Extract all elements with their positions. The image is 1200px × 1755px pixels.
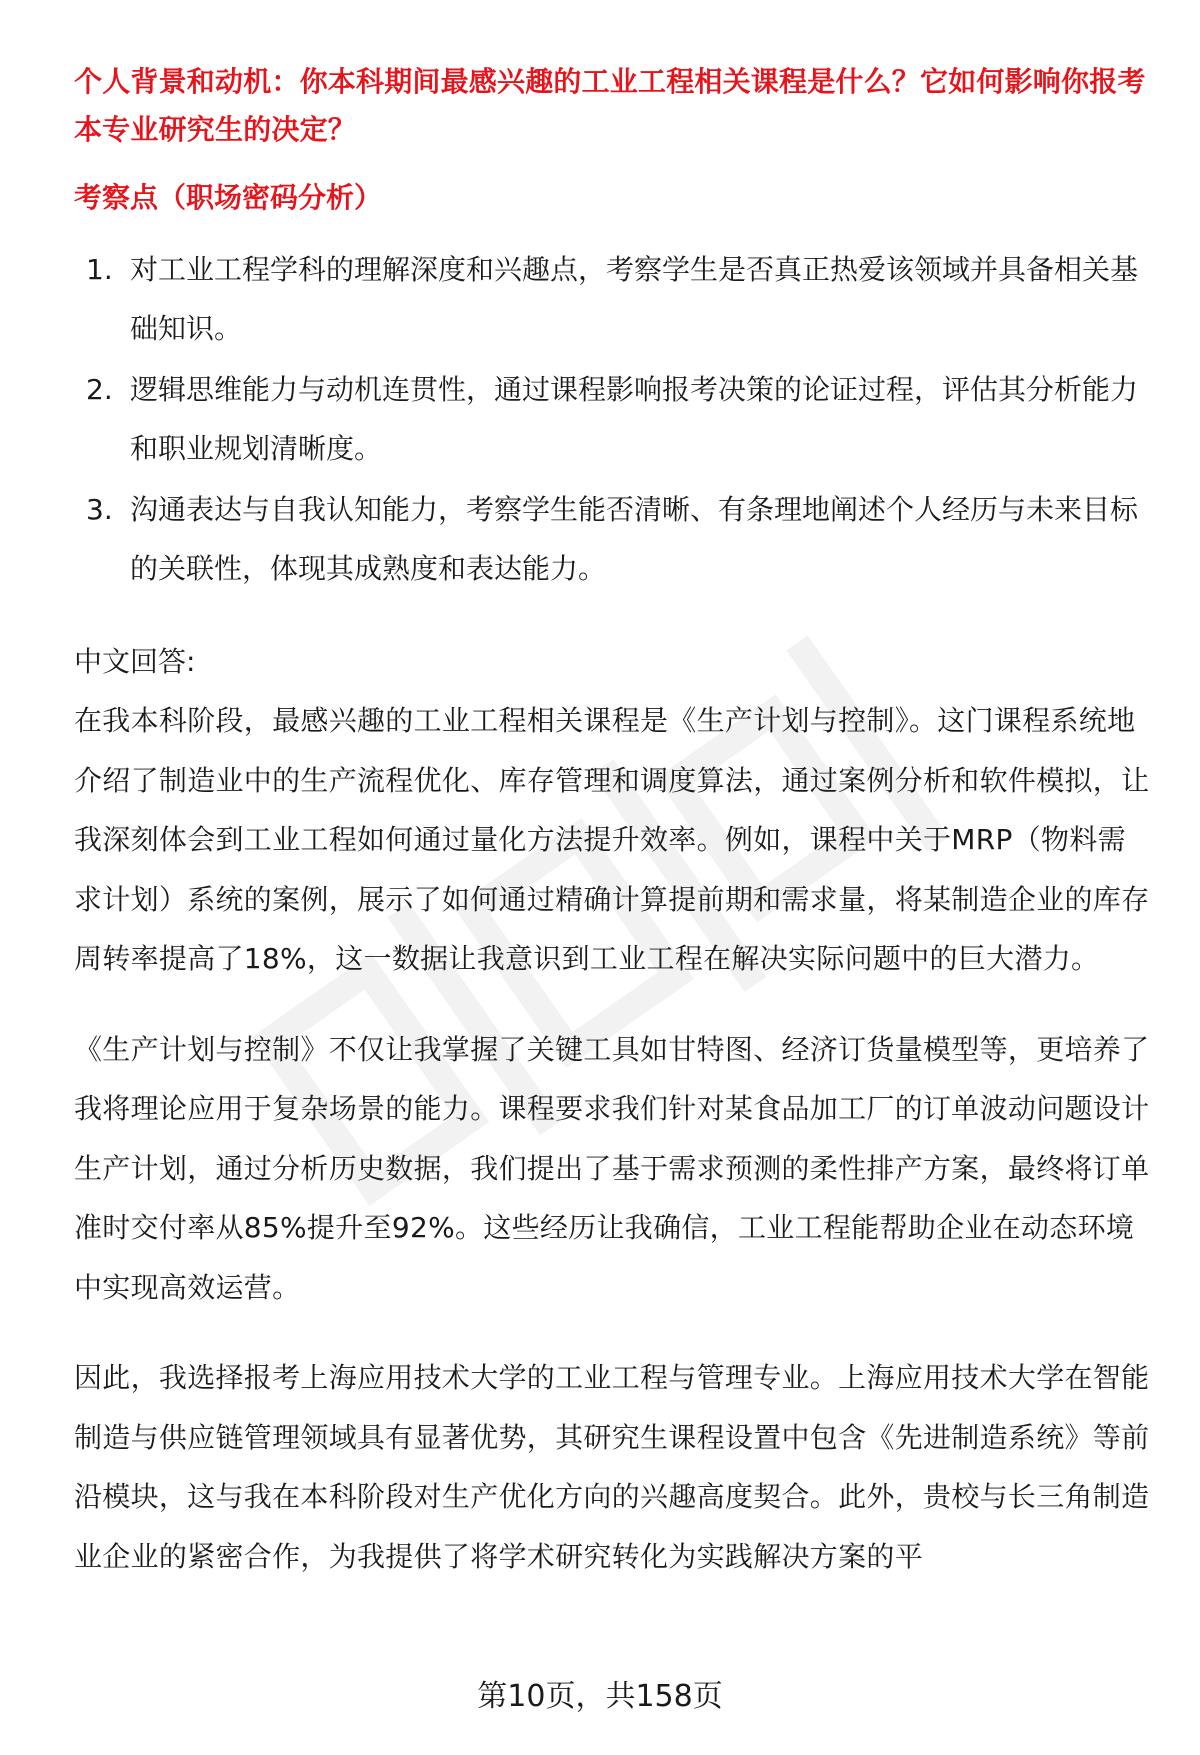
answer-paragraph: 《生产计划与控制》不仅让我掌握了关键工具如甘特图、经济订货量模型等，更培养了我将理论应用于复杂场景的能力。课程要求我们针对某食品加工厂的订单波动问题设计生产计划，通过分析历史数据，我们提出了基于需求预测的柔性排产方案，最终将订单准时交付率从85%提升至92%。这些经历让我确信，工业工程能帮助企业在动态环境中实现高效运营。 xyxy=(74,1032,1150,1304)
assessment-point xyxy=(74,240,1154,358)
assessment-point xyxy=(74,360,1154,478)
point-number: 3. xyxy=(86,493,113,526)
point-text: 沟通表达与自我认知能力，考察学生能否清晰、有条理地阐述个人经历与未来目标的关联性，体现其成熟度和表达能力。 xyxy=(130,493,1139,585)
answer-paragraph: 在我本科阶段，最感兴趣的工业工程相关课程是《生产计划与控制》。这门课程系统地介绍了制造业中的生产流程优化、库存管理和调度算法，通过案例分析和软件模拟，让我深刻体会到工业工程如何通过量化方法提升效率。例如，课程中关于MRP（物料需求计划）系统的案例，展示了如何通过精确计算提前期和需求量，将某制造企业的库存周转率提高了18%，这一数据让我意识到工业工程在解决实际问题中的巨大潜力。 xyxy=(74,704,1150,975)
document-page xyxy=(74,58,1154,1586)
answer-paragraph: 因此，我选择报考上海应用技术大学的工业工程与管理专业。上海应用技术大学在智能制造与供应链管理领域具有显著优势，其研究生课程设置中包含《先进制造系统》等前沿模块，这与我在本科阶段对生产优化方向的兴趣高度契合。此外，贵校与长三角制造业企业的紧密合作，为我提供了将学术研究转化为实践解决方案的平 xyxy=(74,1361,1150,1573)
point-number: 1. xyxy=(86,253,113,286)
assessment-point xyxy=(74,480,1154,598)
question-title: 个人背景和动机：你本科期间最感兴趣的工业工程相关课程是什么？它如何影响你报考本专业研究生的决定？ xyxy=(74,65,1146,146)
point-text: 逻辑思维能力与动机连贯性，通过课程影响报考决策的论证过程，评估其分析能力和职业规划清晰度。 xyxy=(130,373,1139,465)
assessment-heading: 考察点（职场密码分析） xyxy=(74,181,383,214)
assessment-points-list xyxy=(74,240,1154,598)
point-number: 2. xyxy=(86,373,113,406)
answer-label: 中文回答: xyxy=(74,645,196,678)
page-number-footer: 第10页，共158页 xyxy=(477,1679,723,1714)
point-text: 对工业工程学科的理解深度和兴趣点，考察学生是否真正热爱该领域并具备相关基础知识。 xyxy=(130,253,1139,345)
